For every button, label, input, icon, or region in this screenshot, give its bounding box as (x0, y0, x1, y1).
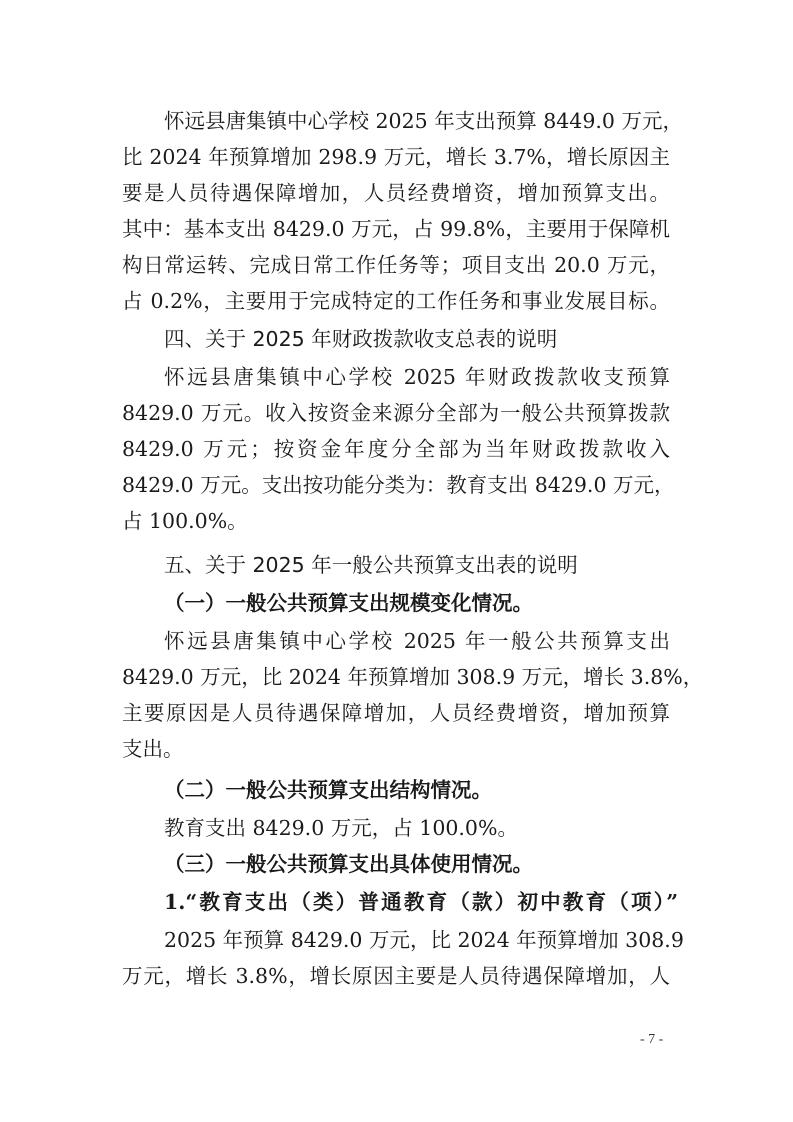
subsection-heading: （一）一般公共预算支出规模变化情况。 (164, 591, 533, 615)
subsection-heading: （三）一般公共预算支出具体使用情况。 (164, 852, 533, 876)
body-text-line: 8429.0 万元，比 2024 年预算增加 308.9 万元，增长 3.8%， (122, 665, 704, 689)
body-text-line: 教育支出 8429.0 万元，占 100.0%。 (164, 816, 518, 840)
body-text-line: 8429.0 万元；按资金年度分全部为当年财政拨款收入 (122, 437, 670, 461)
body-text-line: 怀远县唐集镇中心学校 2025 年支出预算 8449.0 万元， (164, 109, 683, 133)
body-text-line: 怀远县唐集镇中心学校 2025 年财政拨款收支预算 (164, 365, 670, 389)
body-text-line: 构日常运转、完成日常工作任务等；项目支出 20.0 万元， (122, 253, 670, 277)
body-text-line: 8429.0 万元。支出按功能分类为：教育支出 8429.0 万元， (122, 473, 675, 497)
page-number: - 7 - (640, 1032, 664, 1047)
body-text-line: 主要原因是人员待遇保障增加，人员经费增资，增加预算 (122, 701, 670, 725)
body-text-line: 要是人员待遇保障增加，人员经费增资，增加预算支出。 (122, 181, 670, 205)
body-text-line: 2025 年预算 8429.0 万元，比 2024 年预算增加 308.9 (164, 928, 684, 952)
body-text-line: 怀远县唐集镇中心学校 2025 年一般公共预算支出 (164, 629, 670, 653)
body-text-line: 其中：基本支出 8429.0 万元，占 99.8%，主要用于保障机 (122, 217, 670, 241)
body-text-line: 比 2024 年预算增加 298.9 万元，增长 3.7%，增长原因主 (122, 145, 670, 169)
body-text-line: 占 100.0%。 (122, 509, 248, 533)
body-text-line: 占 0.2%，主要用于完成特定的工作任务和事业发展目标。 (122, 289, 670, 313)
body-text-line: 支出。 (122, 737, 184, 761)
body-text-line: 万元，增长 3.8%，增长原因主要是人员待遇保障增加，人 (122, 964, 670, 988)
body-text-line: 8429.0 万元。收入按资金来源分全部为一般公共预算拨款 (122, 401, 670, 425)
section-heading: 五、关于 2025 年一般公共预算支出表的说明 (164, 553, 578, 577)
item-heading: 1.“教育支出（类）普通教育（款）初中教育（项）” (164, 890, 678, 914)
section-heading: 四、关于 2025 年财政拨款收支总表的说明 (164, 327, 558, 351)
subsection-heading: （二）一般公共预算支出结构情况。 (164, 778, 492, 802)
